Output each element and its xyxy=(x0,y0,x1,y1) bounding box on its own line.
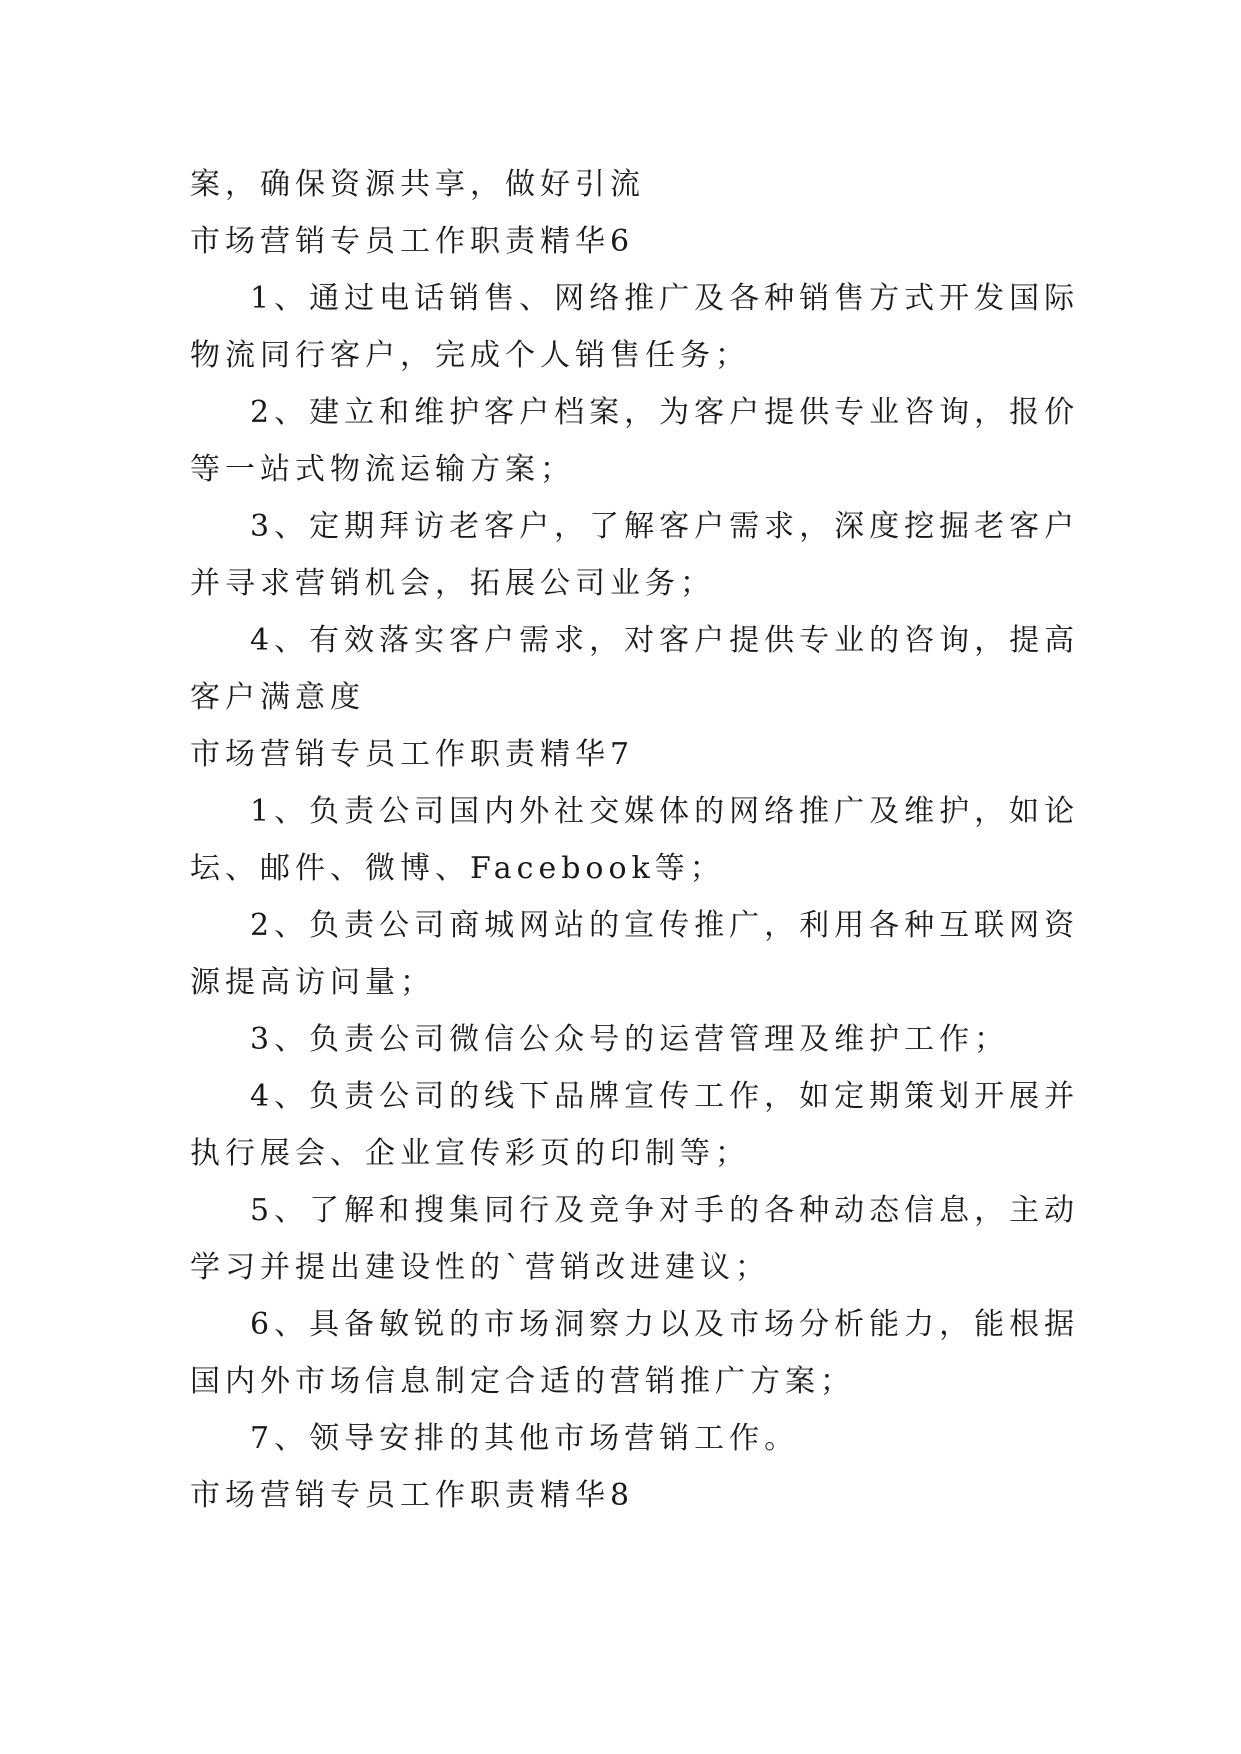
paragraph-6-3-line-1: 3、定期拜访老客户，了解客户需求，深度挖掘老客户 xyxy=(250,509,1080,544)
paragraph-7-6-line-2: 国内外市场信息制定合适的营销推广方案； xyxy=(190,1364,855,1399)
paragraph-7-5-line-2: 学习并提出建设性的`营销改进建议； xyxy=(190,1250,770,1285)
paragraph-6-2-line-2: 等一站式物流运输方案； xyxy=(190,452,575,487)
paragraph-6-1-line-2: 物流同行客户，完成个人销售任务； xyxy=(190,338,750,373)
paragraph-6-4-line-1: 4、有效落实客户需求，对客户提供专业的咨询，提高 xyxy=(250,623,1080,658)
paragraph-6-4-line-2: 客户满意度 xyxy=(190,680,365,715)
section-heading-8: 市场营销专员工作职责精华8 xyxy=(190,1478,635,1513)
paragraph-6-3-line-2: 并寻求营销机会，拓展公司业务； xyxy=(190,566,715,601)
paragraph-7-1-line-2: 坛、邮件、微博、Facebook等； xyxy=(190,851,725,886)
section-heading-6: 市场营销专员工作职责精华6 xyxy=(190,224,635,259)
paragraph-6-1-line-1: 1、通过电话销售、网络推广及各种销售方式开发国际 xyxy=(250,281,1080,316)
text-line-continuation: 案，确保资源共享，做好引流 xyxy=(190,167,645,202)
paragraph-7-5-line-1: 5、了解和搜集同行及竞争对手的各种动态信息，主动 xyxy=(250,1193,1080,1228)
paragraph-7-1-line-1: 1、负责公司国内外社交媒体的网络推广及维护，如论 xyxy=(250,794,1080,829)
paragraph-7-4-line-2: 执行展会、企业宣传彩页的印制等； xyxy=(190,1136,750,1171)
paragraph-7-4-line-1: 4、负责公司的线下品牌宣传工作，如定期策划开展并 xyxy=(250,1079,1080,1114)
paragraph-7-2-line-2: 源提高访问量； xyxy=(190,965,435,1000)
paragraph-6-2-line-1: 2、建立和维护客户档案，为客户提供专业咨询，报价 xyxy=(250,395,1080,430)
paragraph-7-6-line-1: 6、具备敏锐的市场洞察力以及市场分析能力，能根据 xyxy=(250,1307,1080,1342)
paragraph-7-3-line-1: 3、负责公司微信公众号的运营管理及维护工作； xyxy=(250,1022,1010,1057)
section-heading-7: 市场营销专员工作职责精华7 xyxy=(190,737,635,772)
paragraph-7-2-line-1: 2、负责公司商城网站的宣传推广，利用各种互联网资 xyxy=(250,908,1080,943)
paragraph-7-7-line-1: 7、领导安排的其他市场营销工作。 xyxy=(250,1421,800,1456)
